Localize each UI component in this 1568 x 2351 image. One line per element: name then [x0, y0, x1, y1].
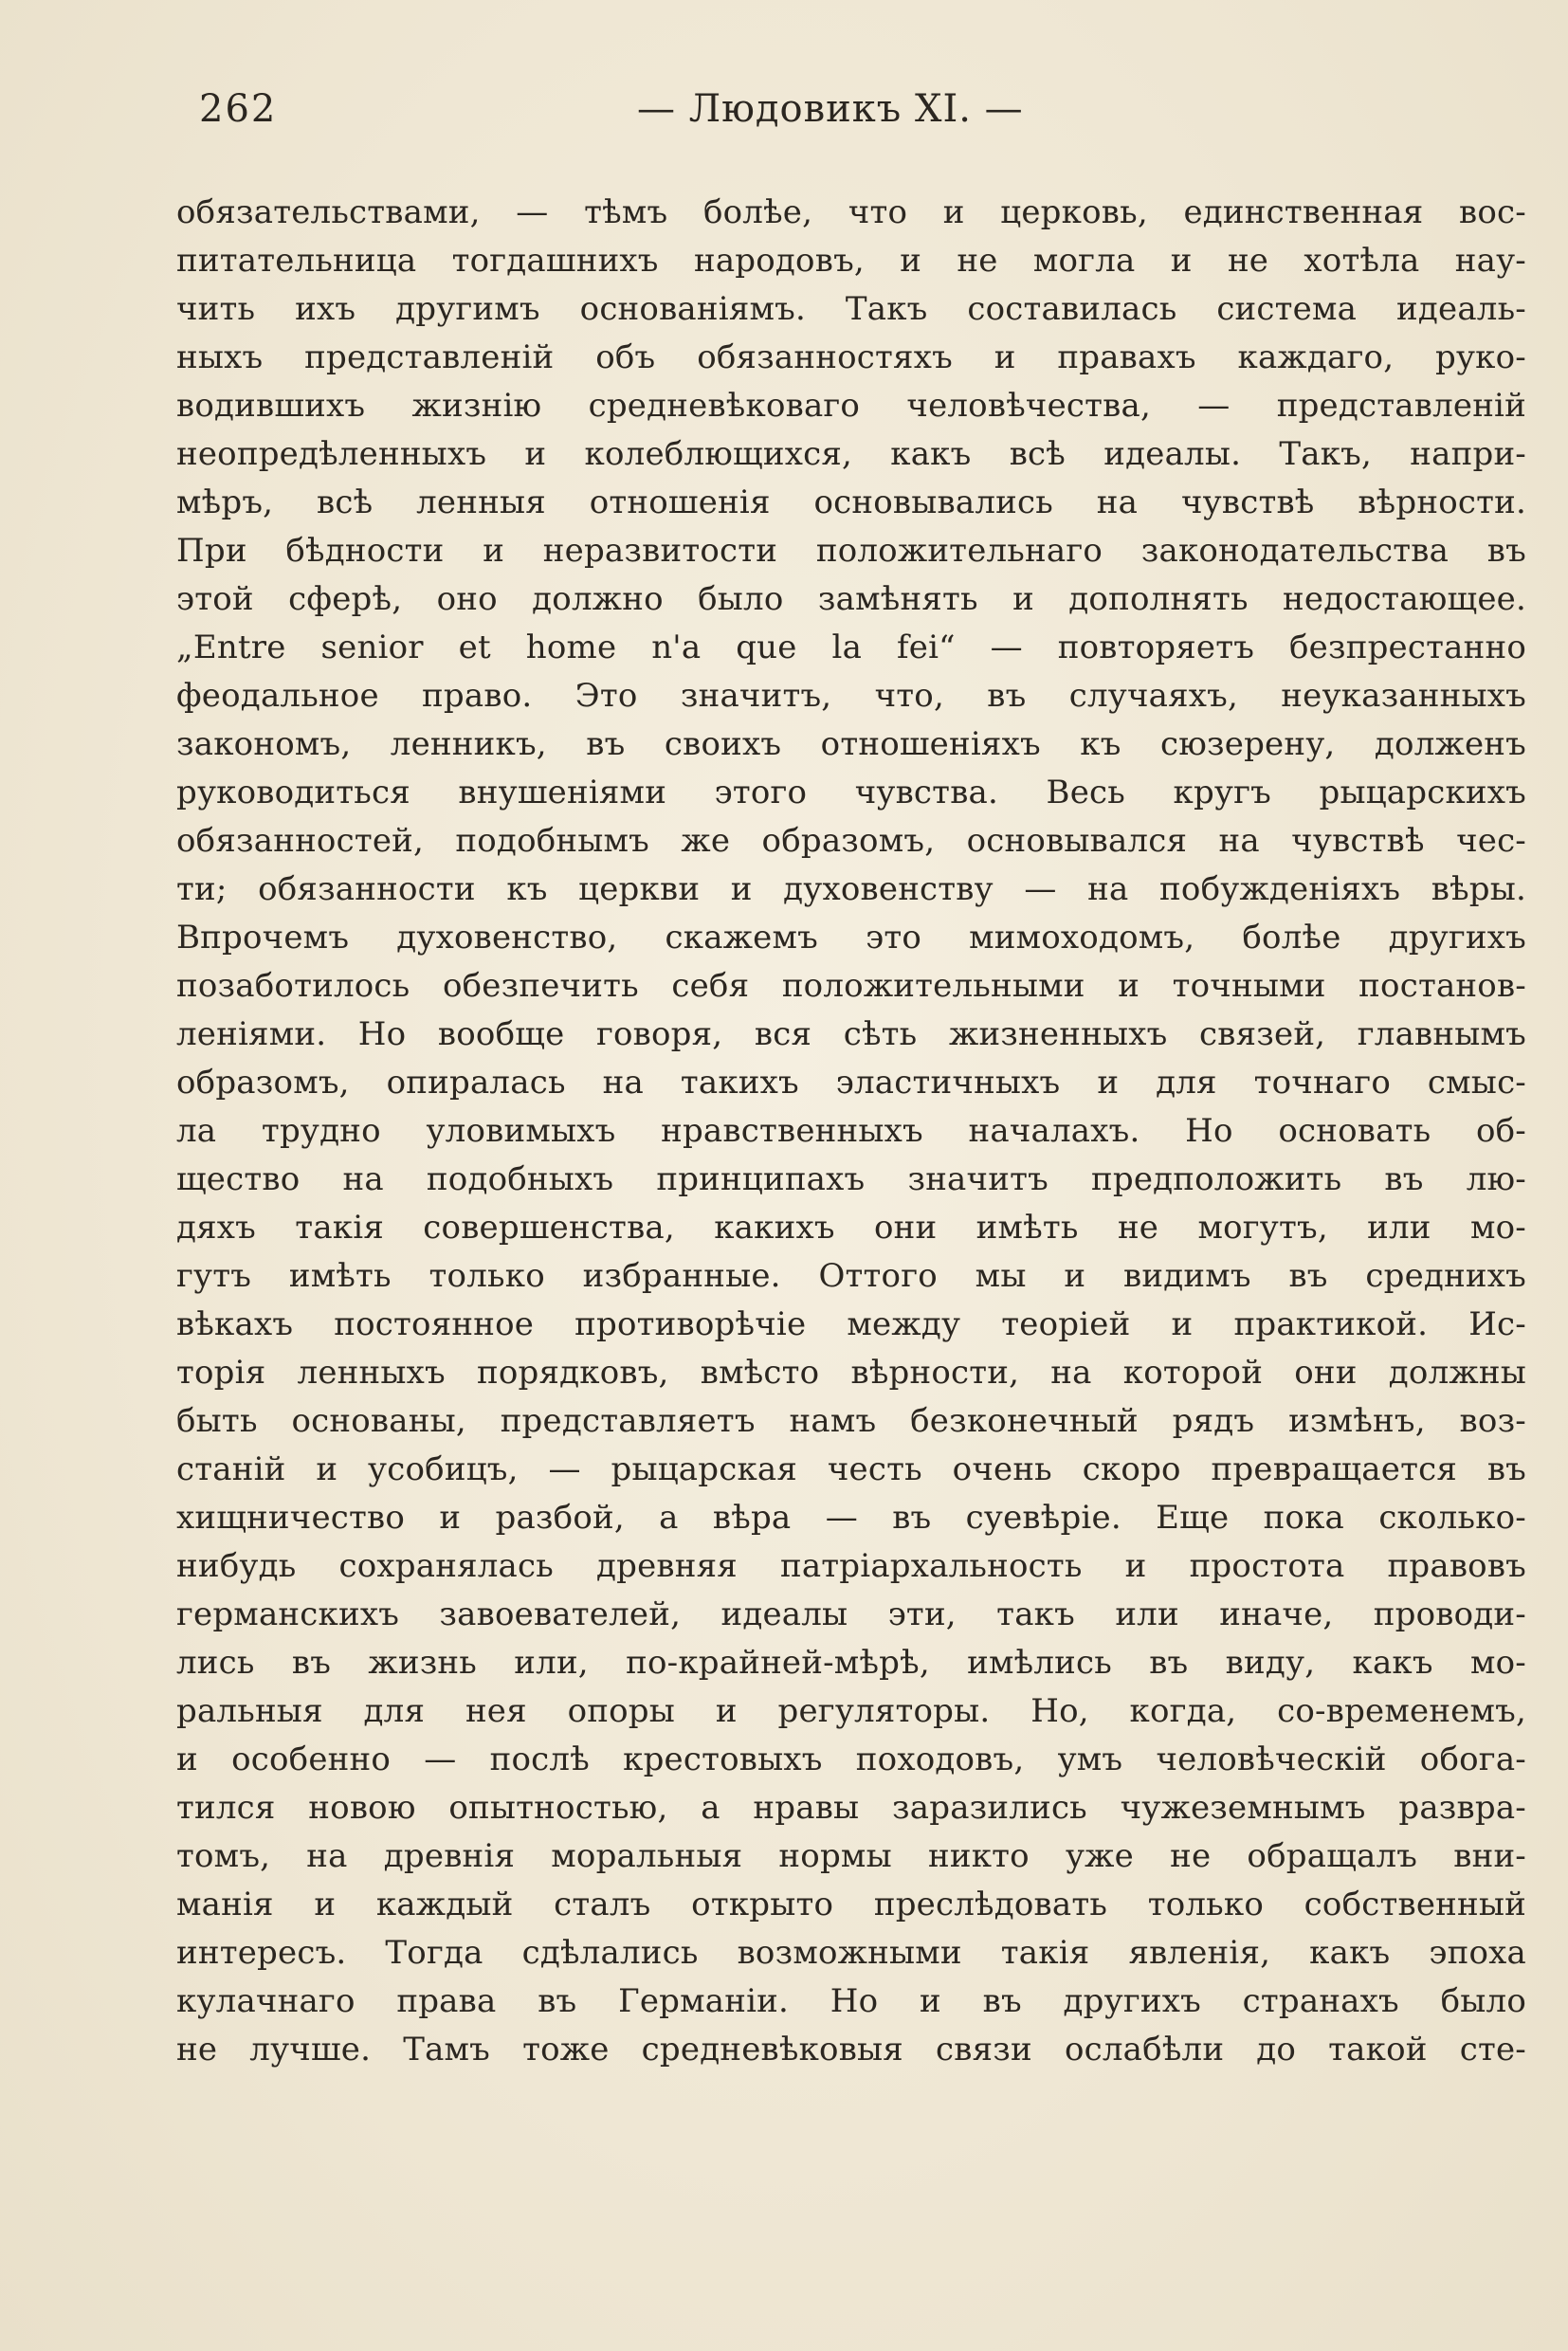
text-line: При бѣдности и неразвитости положительнаго законодательства въ [176, 532, 1526, 570]
text-line: и особенно — послѣ крестовыхъ походовъ, умъ человѣческій обога- [176, 1740, 1526, 1778]
text-line: Впрочемъ духовенство, скажемъ это мимоходомъ, болѣе другихъ [176, 919, 1526, 957]
text-line: быть основаны, представляетъ намъ безконечный рядъ измѣнъ, воз- [176, 1402, 1526, 1440]
text-line: вѣкахъ постоянное противорѣчіе между теоріей и практикой. Ис- [176, 1305, 1526, 1343]
text-line: гутъ имѣть только избранные. Оттого мы и видимъ въ среднихъ [176, 1257, 1526, 1295]
text-line: торія ленныхъ порядковъ, вмѣсто вѣрности, на которой они должны [176, 1354, 1526, 1392]
running-head: — Людовикъ XI. — [637, 87, 1024, 131]
text-line: хищничество и разбой, а вѣра — въ суевѣріе. Еще пока сколько- [176, 1499, 1526, 1537]
text-line: ральныя для нея опоры и регуляторы. Но, когда, со-временемъ, [176, 1692, 1526, 1730]
text-line: нибудь сохранялась древняя патріархальность и простота правовъ [176, 1547, 1526, 1585]
text-line: кулачнаго права въ Германіи. Но и въ другихъ странахъ было [176, 1982, 1526, 2020]
text-line: щество на подобныхъ принципахъ значитъ предположить въ лю- [176, 1160, 1526, 1198]
page-number: 262 [199, 87, 278, 131]
text-line: неопредѣленныхъ и колеблющихся, какъ всѣ идеалы. Такъ, напри- [176, 435, 1526, 473]
text-line: станій и усобицъ, — рыцарская честь очень скоро превращается въ [176, 1450, 1526, 1488]
page-header [199, 87, 1337, 140]
text-line: интересъ. Тогда сдѣлались возможными такія явленія, какъ эпоха [176, 1934, 1526, 1972]
text-line: позаботилось обезпечить себя положительными и точными постанов- [176, 967, 1526, 1005]
text-line: водившихъ жизнію средневѣковаго человѣчества, — представленій [176, 387, 1526, 425]
text-line: обязанностей, подобнымъ же образомъ, основывался на чувствѣ чес- [176, 822, 1526, 860]
text-line: руководиться внушеніями этого чувства. Весь кругъ рыцарскихъ [176, 774, 1526, 811]
text-line: томъ, на древнія моральныя нормы никто уже не обращалъ вни- [176, 1837, 1526, 1875]
text-line: манія и каждый сталъ открыто преслѣдовать только собственный [176, 1886, 1526, 1923]
text-line: тился новою опытностью, а нравы заразились чужеземнымъ развра- [176, 1789, 1526, 1827]
text-line: обязательствами, — тѣмъ болѣе, что и церковь, единственная вос- [176, 193, 1526, 231]
text-line: чить ихъ другимъ основаніямъ. Такъ составилась система идеаль- [176, 290, 1526, 328]
text-line: ти; обязанности къ церкви и духовенству — на побужденіяхъ вѣры. [176, 870, 1526, 908]
body-text [176, 189, 1526, 2074]
text-line: феодальное право. Это значитъ, что, въ случаяхъ, неуказанныхъ [176, 677, 1526, 715]
text-line: германскихъ завоевателей, идеалы эти, такъ или иначе, проводи- [176, 1595, 1526, 1633]
text-line: лись въ жизнь или, по-крайней-мѣрѣ, имѣлись въ виду, какъ мо- [176, 1644, 1526, 1682]
text-line: леніями. Но вообще говоря, вся сѣть жизненныхъ связей, главнымъ [176, 1015, 1526, 1053]
text-line: не лучше. Тамъ тоже средневѣковыя связи ослабѣли до такой сте- [176, 2031, 1526, 2069]
text-line: этой сферѣ, оно должно было замѣнять и дополнять недостающее. [176, 580, 1526, 618]
text-line: ныхъ представленій объ обязанностяхъ и правахъ каждаго, руко- [176, 338, 1526, 376]
text-line: мѣръ, всѣ ленныя отношенія основывались на чувствѣ вѣрности. [176, 483, 1526, 521]
text-line: ла трудно уловимыхъ нравственныхъ началахъ. Но основать об- [176, 1112, 1526, 1150]
text-line: закономъ, ленникъ, въ своихъ отношеніяхъ къ сюзерену, долженъ [176, 725, 1526, 763]
text-line: „Entre senior et home n'a que la fei“ — повторяетъ безпрестанно [176, 629, 1526, 666]
text-line: образомъ, опиралась на такихъ эластичныхъ и для точнаго смыс- [176, 1064, 1526, 1102]
text-line: питательница тогдашнихъ народовъ, и не могла и не хотѣла нау- [176, 242, 1526, 280]
text-line: дяхъ такія совершенства, какихъ они имѣть не могутъ, или мо- [176, 1209, 1526, 1247]
